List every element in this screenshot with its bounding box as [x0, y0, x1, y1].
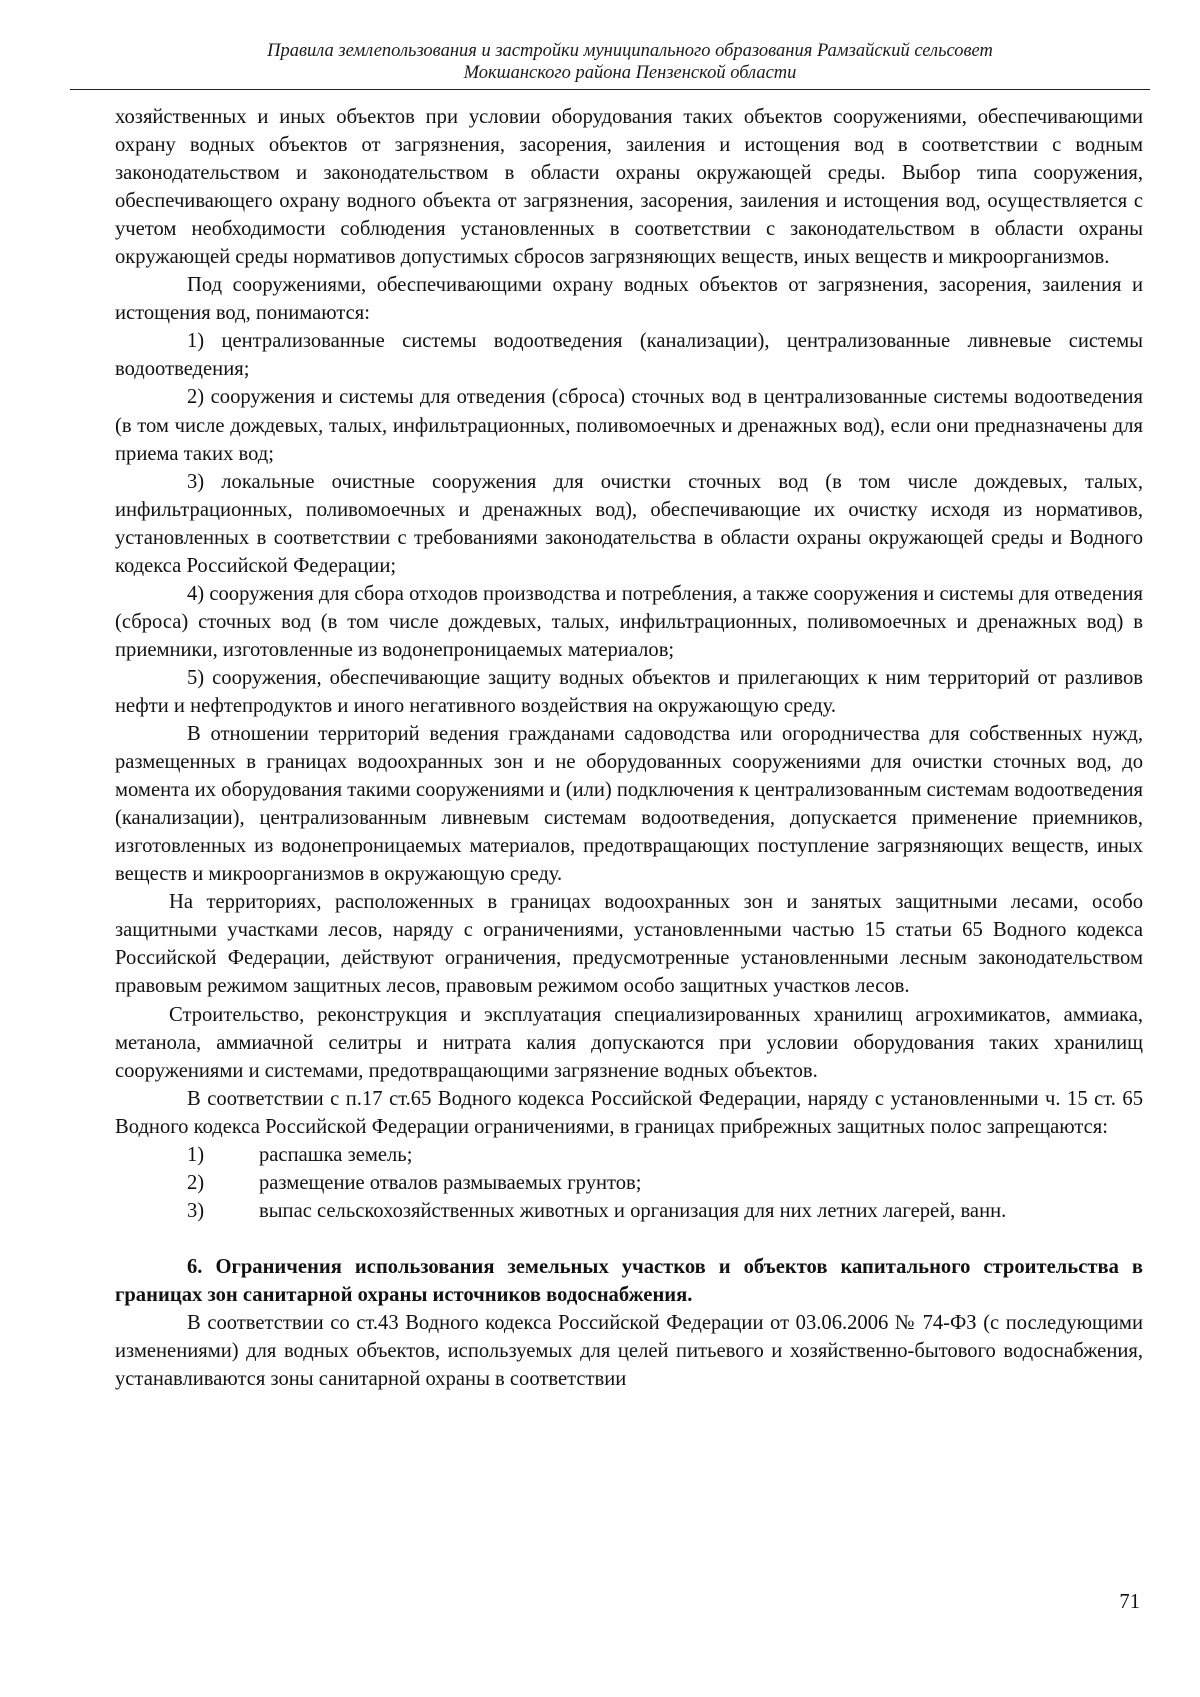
- header-line-2: Мокшанского района Пензенской области: [463, 63, 797, 83]
- section-spacer: [115, 1225, 1143, 1253]
- header-divider: [70, 89, 1150, 90]
- page-number: 71: [1119, 1591, 1140, 1613]
- list-item-number: 1): [187, 1143, 205, 1166]
- paragraph: На территориях, расположенных в границах водоохранных зон и занятых защитными лесами, особо защитными участками лесов, наряду с ограничениями, установленными частью 15 статьи 65 Водного кодекса Российской Федерации, действуют ограничения, предусмотренные установленными лесным законодательством правовым режимом защитных лесов, правовым режимом особо защитных участков лесов.: [115, 891, 1143, 998]
- list-item-number: 3): [187, 1199, 205, 1222]
- list-item-number: 2): [187, 1171, 205, 1194]
- list-item: [115, 1141, 1143, 1169]
- paragraph-item-2: 2) сооружения и системы для отведения (сброса) сточных вод в централизованные системы водоотведения (в том числе дождевых, талых, инфильтрационных, поливомоечных и дренажных вод), если они предназначены для приема таких вод;: [115, 386, 1143, 465]
- section-heading: 6. Ограничения использования земельных участков и объектов капитального строительства в границах зон санитарной охраны источников водоснабжения.: [115, 1255, 1143, 1306]
- paragraph: В соответствии со ст.43 Водного кодекса Российской Федерации от 03.06.2006 № 74-ФЗ (с последующими изменениями) для водных объектов, используемых для целей питьевого и хозяйственно-бытового водоснабжения, устанавливаются зоны санитарной охраны в соответствии: [115, 1311, 1143, 1391]
- paragraph-item-1: 1) централизованные системы водоотведения (канализации), централизованные ливневые системы водоотведения;: [115, 330, 1143, 381]
- list-item: [115, 1197, 1143, 1225]
- paragraph: Под сооружениями, обеспечивающими охрану водных объектов от загрязнения, засорения, заиления и истощения вод, понимаются:: [115, 274, 1143, 325]
- paragraph: хозяйственных и иных объектов при условии оборудования таких объектов сооружениями, обеспечивающими охрану водных объектов от загрязнения, засорения, заиления и истощения вод в соответствии с водным законодательством и законодательством в области охраны окружающей среды. Выбор типа сооружения, обеспечивающего охрану водного объекта от загрязнения, засорения, заиления и истощения вод, осуществляется с учетом необходимости соблюдения установленных в соответствии с законодательством в области охраны окружающей среды нормативов допустимых сбросов загрязняющих веществ, иных веществ и микроорганизмов.: [115, 106, 1143, 269]
- paragraph: В отношении территорий ведения гражданами садоводства или огородничества для собственных нужд, размещенных в границах водоохранных зон и не оборудованных сооружениями для очистки сточных вод, до момента их оборудования такими сооружениями и (или) подключения к централизованным системам водоотведения (канализации), централизованным ливневым системам водоотведения, допускается применение приемников, изготовленных из водонепроницаемых материалов, предотвращающих поступление загрязняющих веществ, иных веществ и микроорганизмов в окружающую среду.: [115, 723, 1143, 886]
- document-body: [115, 103, 1143, 1393]
- paragraph: Строительство, реконструкция и эксплуатация специализированных хранилищ агрохимикатов, аммиака, метанола, аммиачной селитры и нитрата калия допускаются при условии оборудования таких хранилищ сооружениями и системами, предотвращающими загрязнение водных объектов.: [115, 1003, 1143, 1082]
- prohibition-list: [115, 1141, 1143, 1225]
- paragraph: В соответствии с п.17 ст.65 Водного кодекса Российской Федерации, наряду с установленными ч. 15 ст. 65 Водного кодекса Российской Федерации ограничениями, в границах прибрежных защитных полос запрещаются:: [115, 1087, 1143, 1138]
- running-header: [120, 40, 1140, 84]
- list-item: [115, 1169, 1143, 1197]
- header-line-1: Правила землепользования и застройки муниципального образования Рамзайский сельсовет: [267, 41, 993, 61]
- list-item-text: распашка земель;: [259, 1143, 413, 1166]
- paragraph-item-5: 5) сооружения, обеспечивающие защиту водных объектов и прилегающих к ним территорий от разливов нефти и нефтепродуктов и иного негативного воздействия на окружающую среду.: [115, 666, 1143, 717]
- paragraph-item-4: 4) сооружения для сбора отходов производства и потребления, а также сооружения и системы для отведения (сброса) сточных вод (в том числе дождевых, талых, инфильтрационных, поливомоечных и дренажных вод) в приемники, изготовленные из водонепроницаемых материалов;: [115, 582, 1143, 661]
- list-item-text: выпас сельскохозяйственных животных и организация для них летних лагерей, ванн.: [259, 1199, 1007, 1222]
- list-item-text: размещение отвалов размываемых грунтов;: [259, 1171, 642, 1194]
- paragraph-item-3: 3) локальные очистные сооружения для очистки сточных вод (в том числе дождевых, талых, инфильтрационных, поливомоечных и дренажных вод), обеспечивающие их очистку исходя из нормативов, установленных в соответствии с требованиями законодательства в области охраны окружающей среды и Водного кодекса Российской Федерации;: [115, 470, 1143, 577]
